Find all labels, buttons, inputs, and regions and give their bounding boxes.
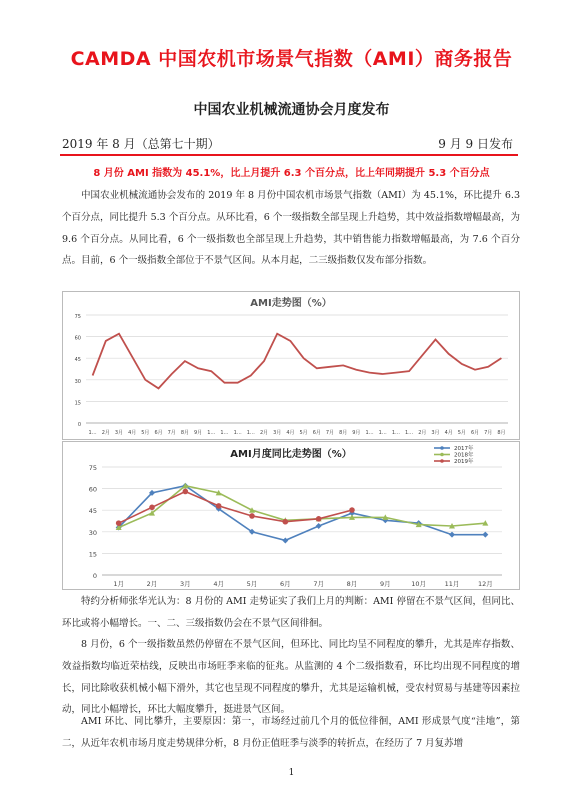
report-subtitle: 中国农业机械流通协会月度发布 bbox=[193, 102, 390, 118]
x-tick-label: 6月 bbox=[280, 580, 291, 588]
x-tick-label: 1月 bbox=[113, 580, 124, 588]
paragraph-indices: 8 月份，6 个一级指数虽然仍停留在不景气区间，但环比、同比均呈不同程度的攀升，尤其是库存指数、效益指数均临近荣枯线，反映出市场旺季来临的征兆。从监测的 4 个二级指数看，环比均出现不同程度的增长，同比除收获机械小幅下滑外，其它也呈现不同程度的攀升，尤其是运输机械，受农村贸易与基建等因素拉动，同比小幅增长，环比大幅度攀升，挺进景气区间。 bbox=[62, 639, 520, 716]
x-tick-label: 7月 bbox=[167, 430, 176, 436]
x-tick-label: 1… bbox=[233, 430, 242, 436]
y-tick-label: 75 bbox=[88, 464, 97, 472]
x-tick-label: 3月 bbox=[180, 580, 191, 588]
x-tick-label: 8月 bbox=[339, 430, 348, 436]
y-tick-label: 60 bbox=[74, 335, 81, 342]
paragraph-reasons: AMI 环比、同比攀升，主要原因：第一，市场经过前几个月的低位徘徊，AMI 形成景气度“洼地”，第二，从近年农机市场月度走势规律分析，8 月份正值旺季与淡季的转折点，在经历了 7 月复苏增 bbox=[62, 716, 520, 749]
x-tick-label: 12月 bbox=[477, 580, 493, 588]
x-tick-label: 4月 bbox=[128, 430, 137, 436]
x-tick-label: 1… bbox=[365, 430, 374, 436]
paragraph-summary: 中国农业机械流通协会发布的 2019 年 8 月份中国农机市场景气指数（AMI）为 45.1%，环比提升 6.3 个百分点，同比提升 5.3 个百分点。从环比看，6 个一级指数全部呈现上升趋势，其中效益指数增幅最高，为 9.6 个百分点。从同比看，6 个一级指数也全部呈现上升趋势，其中销售能力指数增幅最高，为 7.6 个百分点。目前，6 个一级指数全部位于不景气区间。从本月起，二三级指数仅发布部分指数。 bbox=[62, 190, 520, 267]
issue-number: 2019 年 8 月（总第七十期） bbox=[62, 137, 220, 151]
legend-label: 2018年 bbox=[454, 452, 474, 459]
x-tick-label: 2月 bbox=[146, 580, 158, 588]
x-tick-label: 3月 bbox=[114, 430, 124, 436]
headline: 8 月份 AMI 指数为 45.1%，比上月提升 6.3 个百分点，比上年同期提升 5.3 个百分点 bbox=[93, 168, 490, 179]
y-tick-label: 15 bbox=[74, 400, 81, 407]
x-tick-label: 4月 bbox=[444, 430, 453, 436]
legend-marker bbox=[440, 453, 444, 457]
y-tick-label: 45 bbox=[74, 357, 81, 364]
x-tick-label: 5月 bbox=[299, 430, 308, 436]
chart-frame bbox=[63, 292, 520, 440]
x-tick-label: 6月 bbox=[470, 430, 480, 436]
x-tick-label: 5月 bbox=[141, 430, 150, 436]
data-point bbox=[183, 489, 189, 495]
x-tick-label: 1… bbox=[378, 430, 387, 436]
y-tick-label: 75 bbox=[74, 314, 81, 320]
x-tick-label: 11月 bbox=[444, 580, 460, 588]
x-tick-label: 1… bbox=[246, 430, 255, 436]
x-tick-label: 2月 bbox=[259, 430, 269, 436]
data-point bbox=[349, 507, 355, 513]
x-tick-label: 7月 bbox=[484, 430, 493, 436]
x-tick-label: 2月 bbox=[101, 430, 110, 436]
paragraph-analyst: 特约分析师张华光认为：8 月份的 AMI 走势证实了我们上月的判断：AMI 停留在不景气区间，但同比、环比或将小幅增长。一、二、三级指数仍会在不景气区间徘徊。 bbox=[62, 596, 520, 629]
x-tick-label: 1… bbox=[88, 430, 97, 436]
x-tick-label: 7月 bbox=[325, 430, 335, 436]
y-tick-label: 15 bbox=[88, 550, 97, 559]
x-tick-label: 8月 bbox=[346, 580, 358, 588]
x-tick-label: 1… bbox=[405, 430, 414, 436]
x-tick-label: 3月 bbox=[273, 430, 282, 436]
x-tick-label: 1… bbox=[220, 430, 229, 436]
legend-marker bbox=[440, 459, 444, 463]
x-tick-label: 1… bbox=[207, 430, 216, 436]
legend-label: 2019年 bbox=[454, 459, 474, 466]
data-point bbox=[316, 516, 322, 522]
release-date: 9 月 9 日发布 bbox=[438, 137, 513, 151]
x-tick-label: 9月 bbox=[380, 580, 391, 588]
x-tick-label: 8月 bbox=[497, 430, 506, 436]
y-tick-label: 30 bbox=[74, 378, 81, 385]
x-tick-label: 8月 bbox=[180, 430, 189, 436]
y-tick-label: 0 bbox=[77, 422, 81, 428]
x-tick-label: 5月 bbox=[246, 580, 258, 588]
data-point bbox=[283, 519, 289, 525]
data-point bbox=[149, 505, 155, 511]
x-tick-label: 7月 bbox=[313, 580, 324, 588]
page-number: 1 bbox=[288, 768, 295, 778]
x-tick-label: 6月 bbox=[312, 430, 321, 436]
data-point bbox=[249, 513, 255, 519]
chart-title: AMI走势图（%） bbox=[250, 298, 332, 309]
y-tick-label: 0 bbox=[92, 572, 97, 580]
y-tick-label: 60 bbox=[88, 485, 97, 494]
x-tick-label: 6月 bbox=[154, 430, 163, 436]
x-tick-label: 2月 bbox=[418, 430, 427, 436]
chart-title: AMI月度同比走势图（%） bbox=[230, 449, 352, 460]
ami-trend-chart bbox=[62, 291, 520, 440]
y-tick-label: 30 bbox=[88, 528, 97, 537]
x-tick-label: 5月 bbox=[457, 430, 466, 436]
ami-yoy-chart bbox=[62, 441, 520, 590]
data-point bbox=[116, 520, 122, 526]
header-divider bbox=[60, 154, 518, 156]
legend-marker bbox=[440, 446, 444, 450]
x-tick-label: 10月 bbox=[411, 580, 427, 588]
y-tick-label: 45 bbox=[88, 507, 97, 516]
x-tick-label: 3月 bbox=[431, 430, 440, 436]
x-tick-label: 4月 bbox=[213, 580, 224, 588]
x-tick-label: 9月 bbox=[194, 430, 203, 436]
legend-label: 2017年 bbox=[454, 446, 474, 453]
report-title: CAMDA 中国农机市场景气指数（AMI）商务报告 bbox=[70, 48, 513, 70]
x-tick-label: 1… bbox=[391, 430, 400, 436]
data-point bbox=[216, 503, 222, 509]
x-tick-label: 9月 bbox=[352, 430, 361, 436]
x-tick-label: 4月 bbox=[286, 430, 295, 436]
